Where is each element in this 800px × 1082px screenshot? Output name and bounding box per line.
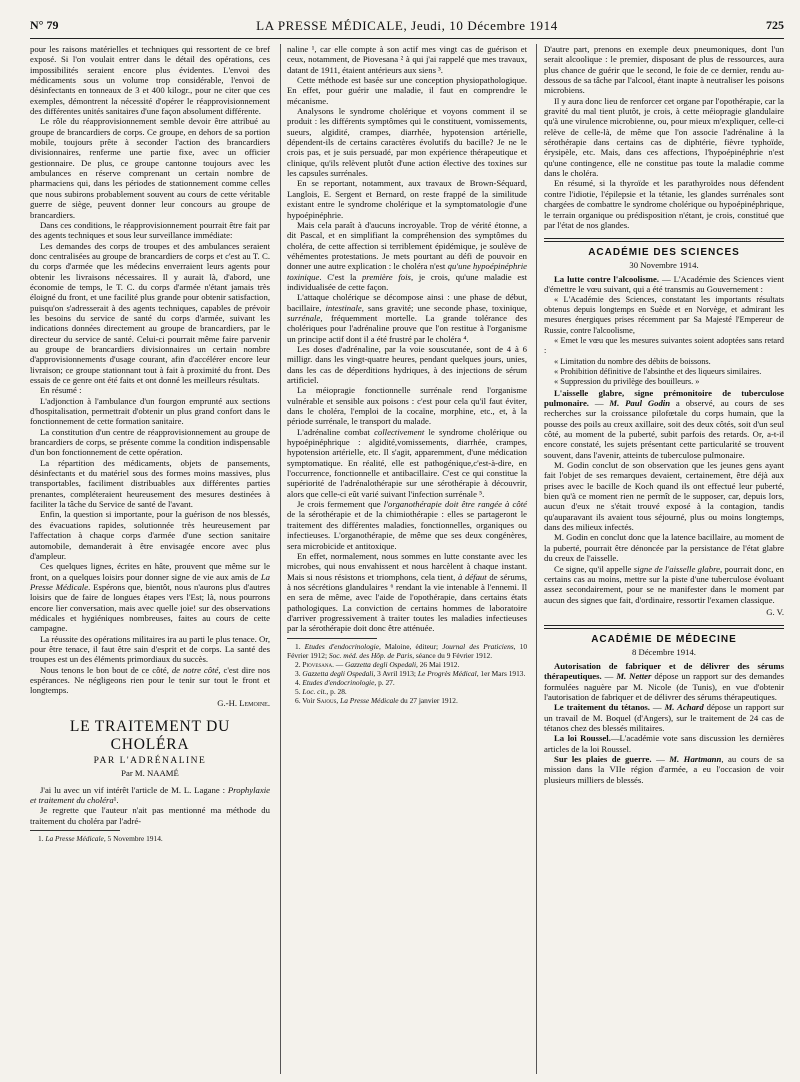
paragraph: naline ¹, car elle compte à son actif mes vingt cas de guérison et ceux, notamment, de Piovesana ² à qui j'ai rappelé que mes travaux, datant de 1911, étaient antérieurs aux siens ³. [287, 44, 527, 75]
paragraph: La méiopragie fonctionnelle surrénale rend l'organisme vulnérable et sensible aux poisons : c'est pour cela qu'il faut éviter, dans le choléra, l'emploi de la cocaïne, morphine, etc., et, à la période surrénale, le transport du malade. [287, 385, 527, 427]
footnote [287, 660, 527, 669]
paragraph [30, 561, 270, 633]
text: La Presse Médicale [340, 695, 399, 705]
footnote [287, 642, 527, 660]
paragraph [30, 665, 270, 696]
article-subtitle: PAR L'ADRÉNALINE [93, 756, 207, 766]
text: — L'Académie des Sciences vient d'émettre le vœu suivant, qui a été transmis au Gouvernement : [544, 273, 785, 295]
quote: « Suppression du privilège des bouilleurs. » [554, 377, 700, 387]
text: le syndrome cholérique ou hypoépinéphrique : algidité,vomissements, diarrhée, crampes, hypotension artérielle, etc. Il s'agit, apparemment, d'une médication symptomatique. En réalité, elle est pathogénique,c'est-à-dire, en l'occurrence, fonctionnelle et antibacillaire. C'est ce qui constitue la supériorité de l'adrénalothérapie sur une sérothérapie à découvrir, alors que celle-ci eût varié suivant l'infection surrénale ⁵. [287, 426, 527, 499]
text: Mais cela paraît à d'aucuns incroyable. Trop de vérité étonne, a dit Pascal, et en simplifiant la compréhension des symptômes du choléra, de cette affection si terriblement épidémique, je soulève de véhémentes protestations. Je mets pourtant au défi de pouvoir en donner une autre explication : le choléra n'est [287, 219, 527, 272]
text: , séance du 9 Février 1912. [412, 650, 493, 660]
page-header [30, 16, 784, 36]
text: intestinale [325, 302, 362, 313]
text: Loc. cit. [302, 686, 327, 696]
column-middle [287, 44, 527, 705]
text: L'adrénaline combat [297, 426, 375, 437]
author-signature: G.-H. Lemoine. [217, 697, 270, 708]
text: , Maloine, éditeur; [378, 641, 443, 651]
text: La Presse Médicale [45, 834, 104, 844]
paragraph: Dans ces conditions, le réapprovisionnement pourrait être fait par des agents techniques et sous leur surveillance immédiate: [30, 219, 270, 241]
paragraph: L'adjonction à l'ambulance d'un fourgon emprunté aux sections d'hospitalisation, permettrait d'obtenir un plus grand confort dans le fonctionnement de cette formation sanitaire. [30, 395, 270, 427]
column-divider [280, 44, 281, 1074]
section-date: 8 Décembre 1914. [632, 646, 696, 657]
footnote [287, 696, 527, 705]
paragraph: La réussite des opérations militaires ira au parti le plus tenace. Or, pour être tenace, il faut être sain d'esprit et de corps. La santé des troupes est un des éléments primordiaux du succès. [30, 633, 270, 665]
paragraph: Je regrette que l'auteur n'ait pas mentionné ma méthode du traitement du choléra par l'adré- [30, 805, 270, 826]
text: . — [332, 659, 345, 669]
paragraph [544, 274, 784, 295]
paragraph: Il y aura donc lieu de renforcer cet organe par l'opothérapie, car la gravité du mal tient plutôt, je crois, à cette méiopragie glandulaire qu'à une virulence microbienne, ou, pour mieux m'expliquer, celle-ci relève de celle-là, de même que l'on associe l'adrénaline à la sérothérapie dans certains cas de diphtérie, fièvre typhoïde, érysipèle, etc. Mais, dans ces affections, l'hypoépinéphrie n'est qu'une contingence, elle ne constitue pas toute la maladie comme dans le choléra. [544, 95, 784, 179]
item-heading: Autorisation de fabriquer et de délivrer des sérums thérapeutiques. [544, 660, 784, 682]
text: signe de l'aisselle glabre [633, 563, 721, 574]
paragraph: Le traitement du tétanos. — M. Achard dépose un rapport sur un travail de M. Boquel (d'Angers), sur le traitement de 24 cas de tétanos chez des blessés militaires. [544, 702, 785, 733]
footnote-rule [30, 830, 120, 831]
article-author: Par M. NAAMÉ [121, 768, 179, 779]
header-rule [30, 38, 784, 39]
text: a observé, au cours de ses recherches sur la croissance pilofœtale du corps humain, que la pousse des poils au creux axillaire, soit des deux côtés, soit d'un seul côté, au moment de la puberté, subit parfois des retards. Or, a-t-il encore constaté, les sujets présentant cette particularité se trouvent souvent, dans l'avenir, atteints de tuberculose pulmonaire. [544, 398, 784, 460]
text: 2. [295, 659, 303, 669]
paragraph [287, 427, 527, 499]
text: 1. [295, 641, 305, 651]
text: , fréquemment mortelle. La grande tolérance des cholériques pour l'adrénaline prouve que l'on restitue à l'organisme un principe actif dont il a été frustré par le choléra ⁴. [287, 312, 527, 344]
text: dépose un rapport sur des demandes formulées naguère par M. Nicole (de Tunis), en vue d'obtenir l'autorisation de fabriquer et de délivrer des sérums thérapeutiques. [544, 671, 785, 702]
text: 5. [295, 686, 303, 696]
journal-name: La Presse Médicale [30, 571, 270, 592]
text: Ce signe, qu'il appelle [554, 563, 634, 574]
text: Je crois fermement que [297, 499, 384, 510]
paragraph: En résumé, si la thyroïde et les parathyroïdes nous défendent contre l'idiotie, l'épilepsie et la tétanie, les glandes surrénales sont chargées de combattre le syndrome cholérique ou hypoépinéphrique, le terrain organique ou prédisposition n'étant, je crois, constitué que par l'état de nos glandes. [544, 178, 784, 230]
item-heading: Sur les plaies de guerre. [554, 754, 652, 764]
text: 3. [295, 668, 303, 678]
text: de la sérothérapie et de la chimiothérapie : elles se partageront le traitement des différentes maladies, fonctionnelles, organiques ou infectieuses. L'organothérapie, de même que ses deux congénères, sera microbicide et antitoxique. [287, 509, 527, 551]
text: de sérums, à nos sécrétions glandulaires ⁶ rendant la vie intenable à l'ennemi. Il en sera de même, avec l'aide de l'opothérapie, dans certains états pathologiques. La conviction de certains hommes de laboratoire d'arriver progressivement à traiter toutes les maladies infectieuses par la sérothérapie doit donc être atténuée. [287, 571, 528, 634]
paragraph [287, 499, 527, 551]
paragraph: L'aisselle glabre, signe prémonitoire de tuberculose pulmonaire. — M. Paul Godin a observé, au cours de ses recherches sur la croissance pilofœtale du corps humain, que la pousse des poils au creux axillaire, soit des deux côtés, soit d'un seul côté, au moment de la puberté, subit parfois des retards. Or, a-t-il encore constaté, les sujets présentant cette particularité se trouvent souvent, dans l'avenir, atteints de tuberculose pulmonaire. [544, 387, 784, 460]
quote: « Emet le vœu que les mesures suivantes soient adoptées sans retard : [544, 335, 784, 356]
quote: « Prohibition définitive de l'absinthe et des liqueurs similaires. [554, 366, 762, 376]
text: L'attaque cholérique se décompose ainsi : une phase de début, bacillaire, [287, 292, 527, 313]
text: Gazzetta degli Ospedali [345, 659, 417, 669]
author-signature: G. V. [766, 606, 784, 617]
text: Le Progrès Médical [417, 668, 477, 678]
item-heading: La loi Roussel. [554, 733, 611, 744]
paragraph: Les demandes des corps de troupes et des ambulances seraient donc centralisées au groupe de brancardiers de corps et c'est au T. C. du corps d'armée que les médecins enverraient leurs agents pour obtenir les livraisons nécessaires. Il y aurait là, d'abord, une économie de temps, le T. C. du corps d'armée n'étant jamais très éloigné du front, et une facilité plus grande pour obtenir satisfaction, puisqu'on s'adresserait à des agents techniques, capables de prévoir les besoins du service de santé du corps d'armée, suivant les indications données directement au groupe de brancardiers, par le directeur du service de santé. Celui-ci pourrait même faire parvenir au groupe de brancardiers divisionnaires un certain nombre d'approvisionnements d'usage courant, afin d'accélérer encore leur livraison; ce groupe stationnant tout à fait à proximité du front. Des essais de ce genre ont été faits et ont donné les meilleurs résultats. [30, 240, 270, 385]
item-author: M. Netter [616, 671, 652, 682]
text: Etudes d'endocrinologie [304, 641, 379, 651]
text: 4. [295, 677, 303, 687]
text: première fois [361, 271, 411, 282]
text: , 3 Avril 1913; [373, 668, 418, 678]
text: —L'académie vote sans discussion les dernières articles de la loi Roussel. [544, 733, 784, 754]
paragraph: Les doses d'adrénaline, par la voie souscutanée, sont de 4 à 6 milligr. dans les vingt-quatre heures, pendant quelques jours, unies, dans les cas de déperditions hydriques, à des injections de sérum artificiel. [287, 343, 527, 385]
footnote [287, 687, 527, 696]
paragraph [287, 551, 527, 634]
paragraph: En se reportant, notamment, aux travaux de Brown-Séquard, Langlois, E. Sergent et Bernard, on reste frappé de la similitude existant entre le syndrome cholérique et la symptomatologie d'une hypoépinéphrie. [287, 178, 527, 220]
text: , 26 Mai 1912. [416, 659, 460, 669]
section-title: ACADÉMIE DES SCIENCES [588, 247, 740, 259]
paragraph: Le rôle du réapprovisionnement semble devoir être attribué au groupe de brancardiers de corps. Ce groupe, en dehors de sa portion mobile, toujours prête à seconder l'action des brancardiers divisionnaires, renferme une partie fixe, avec un officier gestionnaire. De plus, ce groupe cantonne toujours avec les ambulances en réserve comprenant un certain nombre de pharmaciens qui, dans les périodes de stationnement comme celles que nous subirons probablement souvent au cours de cette véritable guerre de siège, peuvent donner leur concours au groupe de brancardiers. [30, 116, 270, 220]
text: collectivement [374, 426, 425, 437]
text: , 5 Novembre 1914. [103, 834, 163, 844]
text: du 27 janvier 1912. [398, 695, 458, 705]
text: , p. 28. [326, 686, 347, 696]
column-divider [536, 44, 537, 1074]
paragraph: En résumé : [40, 385, 82, 396]
text: Soc. méd. des Hôp. de Paris [328, 650, 413, 660]
paragraph: Autorisation de fabriquer et de délivrer des sérums thérapeutiques. — M. Netter dépose un rapport sur des demandes formulées naguère par M. Nicole (de Tunis), en vue d'obtenir l'autorisation de fabriquer et de délivrer des sérums thérapeutiques. [544, 660, 785, 702]
text: Nous tenons le bon bout de ce côté, [40, 664, 172, 675]
text: , 10 Février 1912; [287, 641, 528, 660]
text: qu'une hypoépinéphrie toxinique [287, 261, 527, 282]
paragraph [544, 564, 784, 605]
paragraph: Cette méthode est basée sur une conception physiopathologique. En effet, pour guérir une maladie, il faut en comprendre le mécanisme. [287, 75, 527, 106]
text: Piovesana [302, 659, 333, 669]
paragraph [287, 292, 527, 344]
issue-number: N° 79 [30, 18, 59, 32]
paragraph: Sur les plaies de guerre. — M. Hartmann, au cours de sa mission dans la VIIe région d'armée, a eu l'occasion de voir plusieurs milliers de blessés. [544, 754, 784, 785]
footnote [287, 678, 527, 687]
text: , je crois, qu'une maladie est individualisée de cette façon. [287, 271, 527, 292]
paragraph [544, 733, 784, 754]
paragraph: Analysons le syndrome cholérique et voyons comment il se produit : les différents symptômes qui le constituent, vomissements, sueurs, algidité, crampes, diarrhée, hypotension artérielle, dépendent-ils de certains caractères évolutifs du bacille? Je ne le crois pas, et je suis persuadé, par mon expérience thérapeutique et clinique, qu'ils relèvent plutôt d'une action élective des toxines sur les capsules surrénales. [287, 106, 527, 179]
text: à défaut [457, 571, 487, 582]
text: de notre côté [171, 664, 219, 675]
column-left [30, 44, 270, 843]
item-heading: L'aisselle glabre, signe prémonitoire de tuberculose pulmonaire. [544, 387, 784, 408]
text: Journal des Praticiens [442, 641, 514, 651]
paragraph: La constitution d'un centre de réapprovisionnement au groupe de brancardiers de corps, se présente comme la condition indispensable d'un bon fonctionnement de cette opération. [30, 426, 270, 458]
newspaper-page [30, 16, 784, 1076]
paragraph: pour les raisons matérielles et techniques qui ressortent de ce bref exposé. Si l'on voulait entrer dans le détail des opérations, ces impossibilités seraient encore plus évidentes. L'envoi des médicaments sous un volume trop considérable, l'envoi de désinfectants en tonneaux de 3 et 400 kilogr., pour ne citer que ces exemples, démontrent la nécessité d'opérer le réapprovisionnement des différentes unités sanitaires d'une façon absolument différente. [30, 44, 270, 117]
text: Ces quelques lignes, écrites en hâte, prouvent que même sur le front, on a quelques loisirs pour donner signe de vie aux amis de [30, 561, 270, 582]
item-author: M. Achard [664, 702, 704, 713]
paragraph [287, 220, 527, 292]
text: Sajous [316, 695, 337, 705]
page-number: 725 [766, 18, 784, 32]
section-title: ACADÉMIE DE MÉDECINE [591, 634, 737, 646]
text: , p. 27. [374, 677, 395, 687]
text: 1. [38, 834, 46, 844]
paragraph: D'autre part, prenons en exemple deux pneumoniques, dont l'un serait alcoolique : le premier, disposant de plus de ressources, aura plus chance de guérir que le second, le foie de ce dernier, rendu au-dessous de sa tâche par l'alcool, étant inapte à neutraliser les poisons microbiens. [544, 44, 784, 96]
section-date: 30 Novembre 1914. [629, 259, 699, 270]
text: dépose un rapport sur un travail de M. Boquel (d'Angers), sur le traitement de 24 cas de tétanos chez des blessés militaires. [544, 702, 785, 733]
article-title: LE TRAITEMENT DU CHOLÉRA [69, 718, 231, 753]
text: , c'est dire nos espérances. Ne négligeons rien pour le tenir sur tout le front et longtemps. [30, 664, 270, 696]
text: , au cours de sa mission dans la VIIe région d'armée, a eu l'occasion de voir plusieurs milliers de blessés. [544, 754, 784, 785]
text: . C'est la [319, 271, 362, 282]
section-rule [544, 238, 784, 242]
text: ¹. [113, 795, 119, 806]
item-author: M. Paul Godin [609, 398, 671, 408]
paragraph: M. Godin en conclut donc que la latence bacillaire, au moment de la puberté, pourrait être dénoncée par la persistance de l'état glabre du creux de l'aisselle. [544, 532, 784, 564]
quote: « L'Académie des Sciences, constatant les importants résultats obtenus depuis longtemps en Suède et en Norvège, et admirant les mesures énergiques prises récemment par Sa Majesté l'Empereur de Russie, contre l'alcoolisme, [544, 294, 784, 335]
paragraph [30, 785, 270, 806]
footnote [30, 834, 270, 843]
text: J'ai lu avec un vif intérêt l'article de M. L. Lagane : [40, 784, 228, 795]
text: , pourrait donc, en certains cas au moins, mettre sur la piste d'une tuberculose évoluant assez secondairement, pour se ne manifester dans le moment par aucun des signes que fait, d'ordinaire, ressortir l'examen classique. [544, 563, 784, 605]
text: Etudes d'endocrinologie [302, 677, 375, 687]
paragraph: La répartition des médicaments, objets de pansements, désinfectants et du matériel sous des formes moins massives, plus transportables, faciliment distribuables aux différentes parties prenantes, compléteraient heureusement des mesures destinées à faciliter la tâche du Service de santé de l'avant. [30, 457, 270, 510]
text: l'organothérapie doit être rangée à côté [383, 499, 527, 510]
text: , 1er Mars 1913. [476, 668, 526, 678]
column-right [544, 44, 784, 785]
text: 6. Voir [295, 695, 317, 705]
text: . Espérons que, bientôt, nous n'aurons plus d'autres loisirs que de faire de longues étapes vers l'Est; là, nous pourrons encore lier conversation, mais avec quelle joie! sur des observations médicales et hygiéniques nombreuses, faites au cours de cette campagne. [30, 581, 270, 634]
text: En effet, normalement, nous sommes en lutte constante avec les microbes, qui nous envahissent et nous harcèlent à chaque instant. Mais si nous résistons et triomphons, cela tient, [287, 550, 527, 582]
text: , [336, 695, 341, 705]
text: surrénale [287, 312, 321, 323]
paragraph: M. Godin conclut de son observation que les jeunes gens ayant fait l'objet de ses remarques devaient, certainement, être déjà aux prises avec le bacille de Koch quand ils ont effectué leur puberté, bien qu'à ce moment rien ne permît de le supposer, car, depuis lors, aucun d'eux ne s'était trouvé exposé à la contagion, tandis qu'auparavant ils avaient tous séjourné, plus ou moins longtemps, dans des milieux infectés. [544, 460, 784, 533]
quote: « Limitation du nombre des débits de boissons. [554, 356, 711, 366]
footnote [287, 669, 527, 678]
section-rule [544, 625, 784, 629]
item-author: M. Hartmann [669, 754, 722, 764]
text: , sans gravité; une seconde phase, toxinique, [361, 302, 527, 313]
paragraph: Enfin, la question si importante, pour la guérison de nos blessés, des évacuations rapides, solutionnée très heureusement par l'affectation à chaque corps d'armée d'une section sanitaire automobile, demanderait à être envisagée encore avec plus d'ampleur. [30, 509, 270, 561]
item-heading: Le traitement du tétanos. [554, 702, 650, 713]
text: Gazzetta degli Ospedali [302, 668, 374, 678]
footnote-rule [287, 638, 377, 639]
item-heading: La lutte contre l'alcoolisme. [554, 273, 660, 284]
masthead-title: LA PRESSE MÉDICALE, Jeudi, 10 Décembre 1914 [256, 18, 558, 33]
text: Prophylaxie et traitement du choléra [30, 784, 270, 806]
